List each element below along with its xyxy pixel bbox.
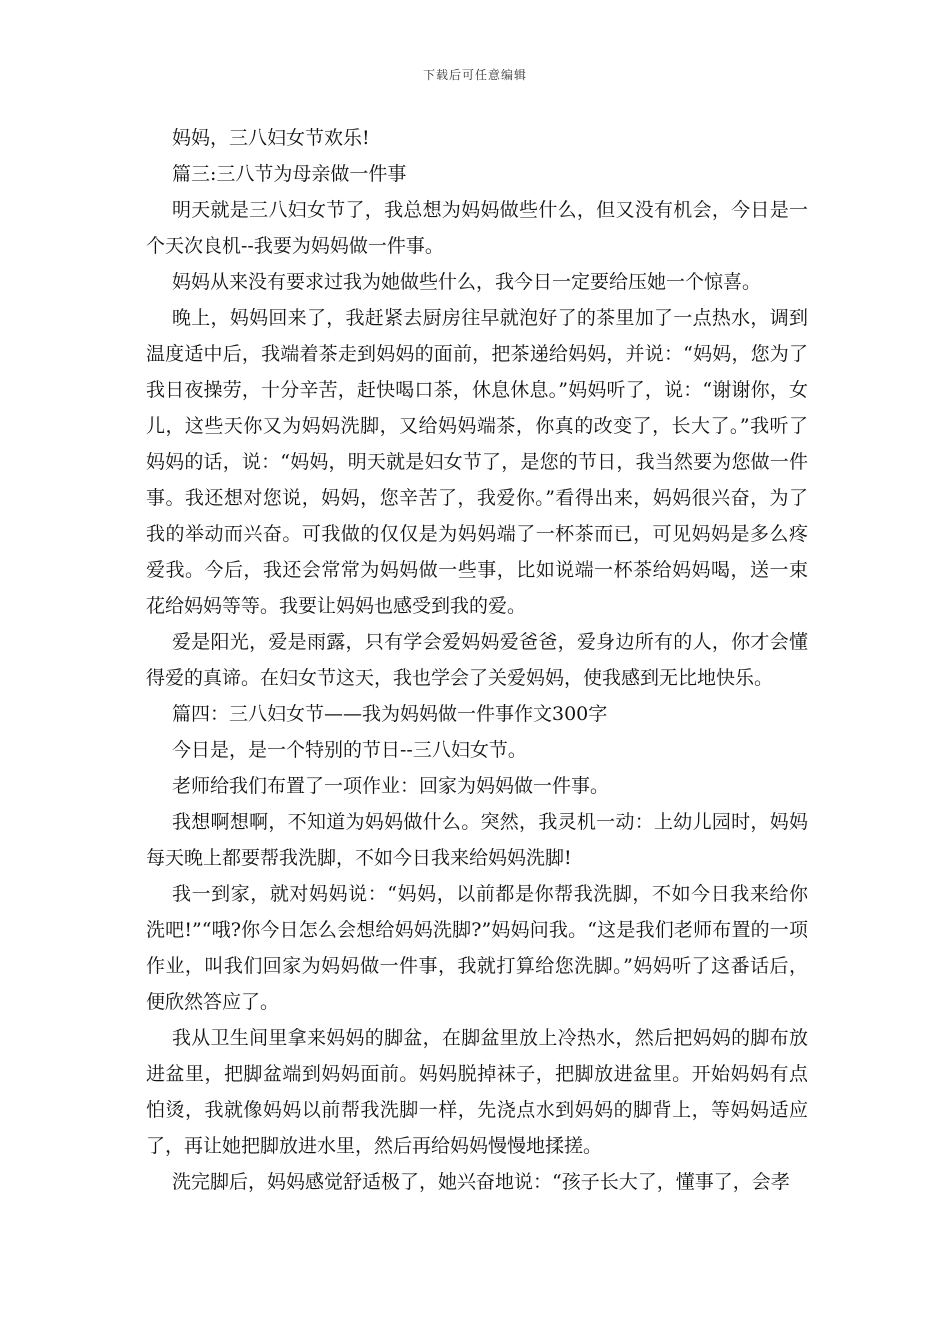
page-header-note: 下载后可任意编辑 xyxy=(422,68,527,82)
section-heading-3: 篇三:三八节为母亲做一件事 xyxy=(172,163,407,185)
paragraph: 晚上，妈妈回来了，我赶紧去厨房往早就泡好了的茶里加了一点热水，调到温度适中后，我端着茶走到妈妈的面前，把茶递给妈妈，并说：“妈妈，您为了我日夜操劳，十分辛苦，赶快喝口茶，休息休息。”妈妈听了，说：“谢谢你，女儿，这些天你又为妈妈洗脚，又给妈妈端茶，你真的改变了，长大了。”我听了妈妈的话，说：“妈妈，明天就是妇女节了，是您的节日，我当然要为您做一件事。我还想对您说，妈妈，您辛苦了，我爱你。”看得出来，妈妈很兴奋，为了我的举动而兴奋。可我做的仅仅是为妈妈端了一杯茶而已，可见妈妈是多么疼爱我。今后，我还会常常为妈妈做一些事，比如说端一杯茶给妈妈喝，送一束花给妈妈等等。我要让妈妈也感受到我的爱。 xyxy=(146,307,808,617)
paragraph: 爱是阳光，爱是雨露，只有学会爱妈妈爱爸爸，爱身边所有的人，你才会懂得爱的真谛。在妇女节这天，我也学会了关爱妈妈，使我感到无比地快乐。 xyxy=(146,631,808,689)
paragraph: 我从卫生间里拿来妈妈的脚盆，在脚盆里放上冷热水，然后把妈妈的脚布放进盆里，把脚盆端到妈妈面前。妈妈脱掉袜子，把脚放进盆里。开始妈妈有点怕烫，我就像妈妈以前帮我洗脚一样，先浇点水到妈妈的脚背上，等妈妈适应了，再让她把脚放进水里，然后再给妈妈慢慢地揉搓。 xyxy=(146,1027,808,1157)
document-body xyxy=(146,120,808,1200)
section-heading-4: 篇四：三八妇女节——我为妈妈做一件事作文300字 xyxy=(172,703,608,725)
paragraph: 今日是，是一个特别的节日--三八妇女节。 xyxy=(172,739,527,761)
paragraph-greeting: 妈妈，三八妇女节欢乐! xyxy=(172,127,370,149)
paragraph: 明天就是三八妇女节了，我总想为妈妈做些什么，但又没有机会，今日是一个天次良机--我要为妈妈做一件事。 xyxy=(146,199,808,257)
paragraph: 老师给我们布置了一项作业：回家为妈妈做一件事。 xyxy=(172,775,610,797)
paragraph: 我一到家，就对妈妈说：“妈妈，以前都是你帮我洗脚，不如今日我来给你洗吧!”“哦?你今日怎么会想给妈妈洗脚?”妈妈问我。“这是我们老师布置的一项作业，叫我们回家为妈妈做一件事，我就打算给您洗脚。”妈妈听了这番话后，便欣然答应了。 xyxy=(146,883,808,1013)
paragraph: 我想啊想啊，不知道为妈妈做什么。突然，我灵机一动：上幼儿园时，妈妈每天晚上都要帮我洗脚，不如今日我来给妈妈洗脚! xyxy=(146,811,808,869)
paragraph: 洗完脚后，妈妈感觉舒适极了，她兴奋地说：“孩子长大了，懂事了，会孝 xyxy=(172,1171,790,1193)
paragraph: 妈妈从来没有要求过我为她做些什么，我今日一定要给压她一个惊喜。 xyxy=(172,271,762,293)
